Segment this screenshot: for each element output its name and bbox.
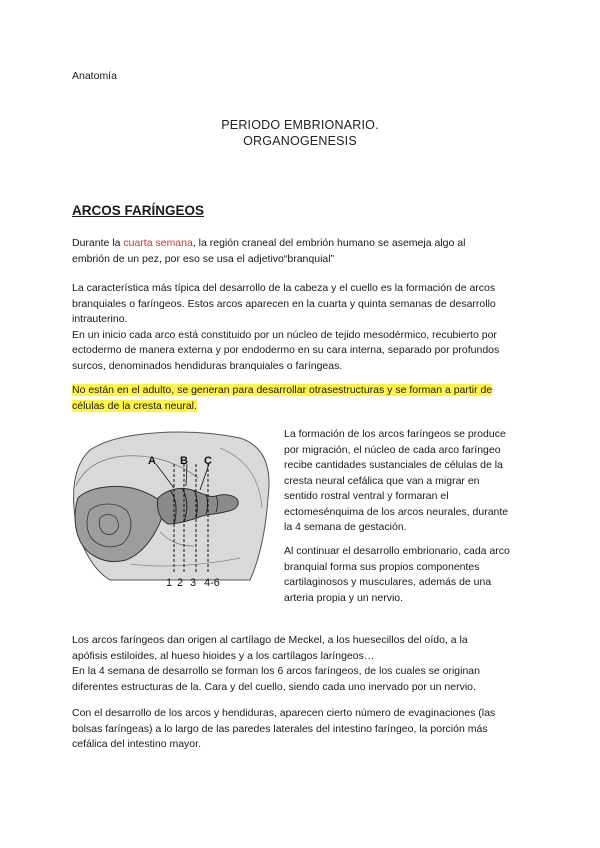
figure-label-a: A [148,455,156,467]
text-line: Con el desarrollo de los arcos y hendiduras, aparecen cierto número de evaginaciones (las [72,707,496,719]
text-line: cefálica del intestino mayor. [72,738,201,750]
text-line: En la 4 semana de desarrollo se forman los 6 arcos faríngeos, de los cuales se originan [72,665,480,677]
title-line-1: PERIODO EMBRIONARIO. [221,118,379,132]
title-line-2: ORGANOGENESIS [243,134,357,148]
embryo-illustration [70,428,274,590]
figure-label-2: 2 [177,577,184,589]
highlight-line [72,383,524,399]
p1-text-after: , la región craneal del embrión humano se asemeja algo al [192,237,466,249]
figure-side-paragraph-2 [284,544,520,606]
highlight-text: células de la cresta neural. [72,399,197,412]
paragraph-5 [72,706,524,753]
header-label: Anatomía [72,70,117,82]
p1-text-before: Durante la [72,237,124,249]
highlight-text: No están en el adulto, se generan para desarrollar otrasestructuras y se forman a partir de [72,384,493,396]
pharyngeal-arches-figure [70,428,274,590]
paragraph-1 [72,236,524,267]
text-line: En un inicio cada arco está constituido por un núcleo de tejido mesodérmico, recubierto por [72,328,497,341]
figure-label-1: 1 [166,577,173,589]
text-line: surcos, denominados hendiduras branquiales o faríngeas. [72,359,343,372]
text-line: sentido rostral ventral y formaran el [284,490,449,502]
paragraph-4 [72,633,524,695]
text-line: La formación de los arcos faríngeos se produce [284,428,506,440]
text-line: la 4 semana de gestación. [284,521,407,533]
text-line: recibe cantidades sustanciales de células de la [284,459,503,471]
text-line: ectomesénquima de los arcos neurales, durante [284,505,509,518]
figure-side-paragraph-1 [284,427,520,536]
text-line: ectodermo de manera externa y por endodermo en su cara interna, separado por profundos [72,344,500,356]
text-line: Al continuar el desarrollo embrionario, cada arco [284,545,510,557]
paragraph-2 [72,281,524,374]
section-heading: ARCOS FARÍNGEOS [72,203,205,218]
paragraph-1-line-1 [72,236,524,252]
text-line: apófisis estiloides, al hueso hioides y a los cartílagos laríngeos… [72,649,375,662]
text-line: cresta neural cefálica que van a migrar en [284,474,480,487]
text-line: por migración, el núcleo de cada arco faríngeo [284,443,501,456]
paragraph-1-line-2: embrión de un pez, por eso se usa el adjetivo“branquial” [72,252,335,265]
text-line: intrauterino. [72,313,128,325]
text-line: La característica más típica del desarrollo de la cabeza y el cuello es la formación de arcos [72,282,496,294]
figure-label-3: 3 [190,577,197,589]
text-line: Los arcos faríngeos dan origen al cartílago de Meckel, a los huesecillos del oído, a la [72,634,468,646]
text-line: bolsas faríngeas) a lo largo de las paredes laterales del intestino faríngeo, la porción más [72,722,488,735]
text-line: diferentes estructuras de la. Cara y del cuello, siendo cada uno inervado por un nervio. [72,680,476,693]
p1-red-highlight: cuarta semana [123,237,193,249]
text-line: branquial forma sus propios componentes [284,560,480,573]
page-title [0,117,600,149]
text-line: cartilaginosos y musculares, además de una [284,576,492,588]
figure-label-c: C [204,455,212,467]
highlight-line [72,399,524,415]
text-line: arteria propia y un nervio. [284,591,404,604]
figure-label-4-6: 4-6 [204,577,220,589]
text-line: branquiales o faríngeos. Estos arcos aparecen en la cuarta y quinta semanas de desarrollo [72,297,496,310]
figure-label-b: B [180,455,188,467]
highlighted-paragraph [72,383,524,414]
